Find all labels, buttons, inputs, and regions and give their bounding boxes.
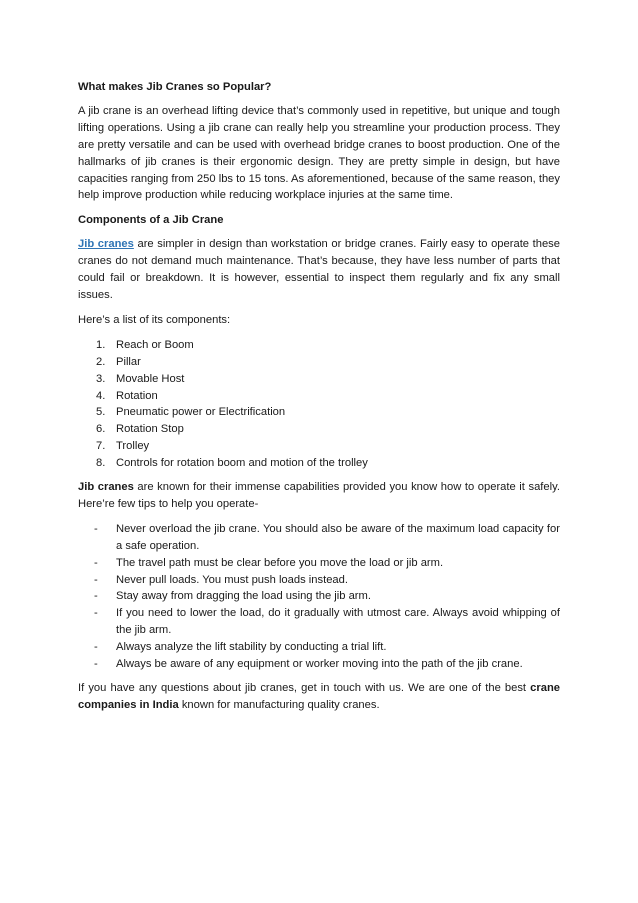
list-item: [78, 354, 560, 371]
list-number: 3.: [96, 372, 106, 385]
dash-bullet: -: [94, 522, 98, 535]
list-item: [78, 337, 560, 354]
list-item-text: If you need to lower the load, do it gradually with utmost care. Always avoid whipping of the jib arm.: [116, 607, 560, 637]
dash-bullet: -: [94, 573, 98, 586]
list-item-text: Never pull loads. You must push loads instead.: [116, 573, 348, 586]
list-item: [78, 605, 560, 639]
list-item: [78, 388, 560, 405]
list-item: [78, 404, 560, 421]
list-item: [78, 639, 560, 656]
list-number: 1.: [96, 338, 106, 351]
list-item-text: Movable Host: [116, 372, 185, 385]
components-heading: Components of a Jib Crane: [78, 214, 224, 227]
components-paragraph-text: are simpler in design than workstation or bridge cranes. Fairly easy to operate these cranes do not demand much maintenance. That’s because, they have less number of parts that could fail or breakdown. It is however, essential to inspect them regularly and fix any small issues.: [78, 238, 560, 301]
list-item-text: Never overload the jib crane. You should also be aware of the maximum load capacity for a safe operation.: [116, 522, 560, 552]
list-item-text: Pillar: [116, 355, 141, 368]
tips-bold-lead: Jib cranes: [78, 481, 134, 494]
list-item: [78, 572, 560, 589]
closing-bold-phrase: crane companies in India: [78, 682, 560, 711]
list-item: [78, 588, 560, 605]
list-item-text: Always be aware of any equipment or worker moving into the path of the jib crane.: [116, 658, 523, 671]
list-item-text: The travel path must be clear before you move the load or jib arm.: [116, 556, 444, 569]
components-paragraph: [78, 236, 560, 304]
intro-paragraph: A jib crane is an overhead lifting device that’s commonly used in repetitive, but unique and tough lifting operations. Using a jib crane can really help you streamline your production process. They are pretty versatile and can be used with overhead bridge cranes to boost production. One of the hallmarks of jib cranes is their ergonomic design. They are pretty simple in design, but have capacities ranging from 250 lbs to 15 tons. As aforementioned, because of the same reason, they help improve production while reducing workplace injuries at the same time.: [78, 104, 560, 202]
list-item: [78, 521, 560, 555]
list-item-text: Rotation: [116, 389, 158, 402]
list-item: [78, 438, 560, 455]
list-item-text: Always analyze the lift stability by conducting a trial lift.: [116, 641, 387, 654]
list-item-text: Controls for rotation boom and motion of the trolley: [116, 457, 368, 470]
document-page: [78, 79, 560, 722]
closing-text-before: If you have any questions about jib cranes, get in touch with us. We are one of the best: [78, 682, 531, 694]
tips-paragraph: [78, 479, 560, 513]
list-item-text: Pneumatic power or Electrification: [116, 406, 286, 419]
closing-paragraph: [78, 680, 560, 714]
list-item: [78, 421, 560, 438]
list-item: [78, 455, 560, 472]
list-item-text: Reach or Boom: [116, 338, 194, 351]
list-item: [78, 656, 560, 673]
list-number: 7.: [96, 440, 106, 453]
list-number: 4.: [96, 389, 106, 402]
jib-cranes-link[interactable]: Jib cranes: [78, 238, 134, 251]
dash-bullet: -: [94, 590, 98, 603]
dash-bullet: -: [94, 658, 98, 671]
list-number: 5.: [96, 406, 106, 419]
list-item: [78, 555, 560, 572]
list-item-text: Rotation Stop: [116, 423, 184, 436]
page-title: What makes Jib Cranes so Popular?: [78, 81, 272, 93]
components-list: [78, 337, 560, 472]
list-number: 6.: [96, 423, 106, 436]
dash-bullet: -: [94, 556, 98, 569]
list-item-text: Trolley: [116, 440, 150, 453]
closing-text-after: known for manufacturing quality cranes.: [178, 698, 380, 711]
tips-list: [78, 521, 560, 673]
tips-paragraph-text: are known for their immense capabilities provided you know how to operate it safely. Here’re few tips to help you operate-: [78, 481, 560, 510]
dash-bullet: -: [94, 641, 98, 654]
list-intro: Here’s a list of its components:: [78, 313, 231, 326]
list-item: [78, 371, 560, 388]
list-item-text: Stay away from dragging the load using the jib arm.: [116, 590, 371, 603]
dash-bullet: -: [94, 607, 98, 620]
list-number: 2.: [96, 355, 106, 368]
list-number: 8.: [96, 457, 106, 470]
